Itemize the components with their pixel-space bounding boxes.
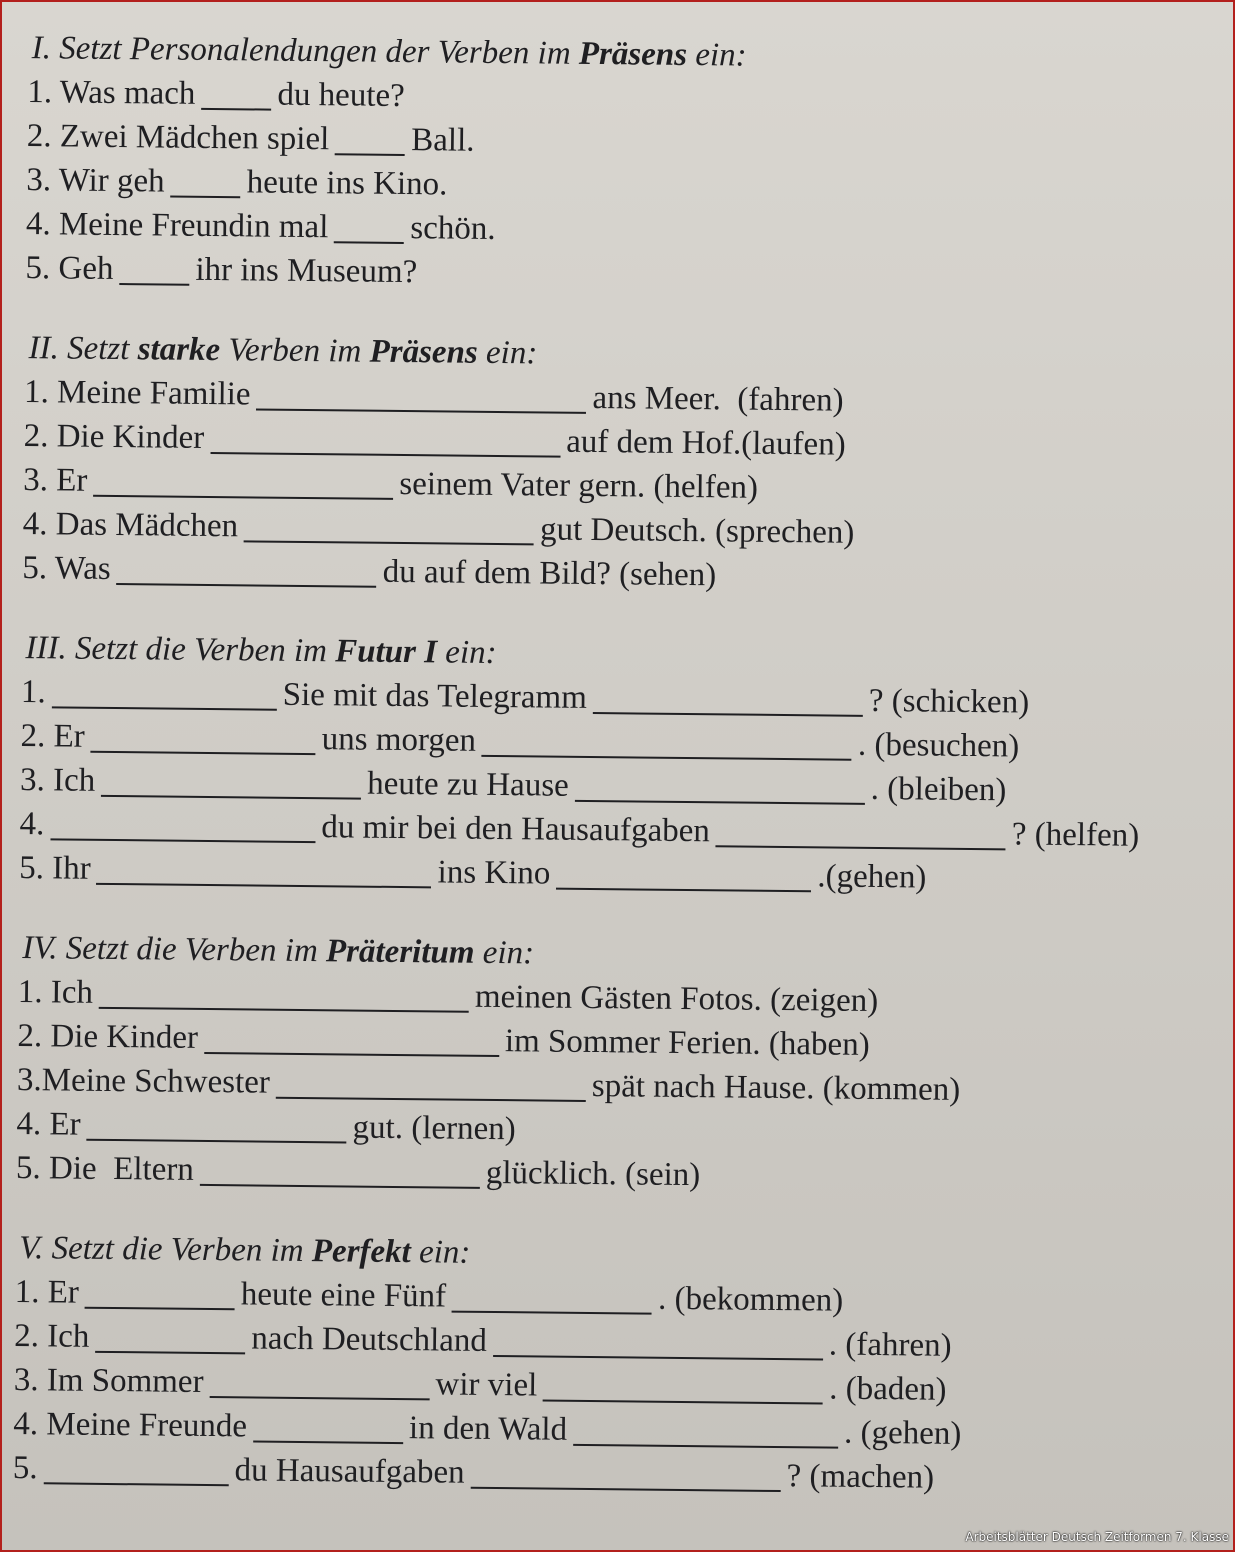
item-text: .(gehen) bbox=[817, 858, 927, 896]
heading-emphasis: Perfekt bbox=[311, 1233, 412, 1271]
answer-blank[interactable] bbox=[52, 676, 277, 710]
item-text: 1. Er bbox=[14, 1273, 80, 1311]
heading-text: ein: bbox=[686, 36, 747, 74]
item-text: Sie mit das Telegramm bbox=[282, 676, 588, 716]
answer-blank[interactable] bbox=[452, 1281, 652, 1315]
heading-text: II. Setzt bbox=[28, 330, 138, 368]
item-text: glücklich. (sein) bbox=[485, 1154, 701, 1194]
item-text: wir viel bbox=[435, 1366, 538, 1404]
item-text: . (besuchen) bbox=[857, 726, 1020, 765]
exercise-section bbox=[19, 26, 1212, 302]
answer-blank[interactable] bbox=[543, 1370, 823, 1405]
item-text: seinem Vater gern. (helfen) bbox=[399, 465, 759, 506]
heading-text: III. Setzt die Verben im bbox=[25, 630, 336, 670]
item-text: ins Kino bbox=[437, 854, 551, 892]
item-text: 5. Ihr bbox=[18, 850, 91, 887]
answer-blank[interactable] bbox=[593, 682, 863, 717]
answer-blank[interactable] bbox=[334, 211, 404, 244]
answer-blank[interactable] bbox=[256, 378, 586, 413]
answer-blank[interactable] bbox=[716, 815, 1006, 850]
item-text: 1. bbox=[20, 674, 46, 711]
item-text: du mir bei den Hausaufgaben bbox=[321, 809, 711, 850]
item-text: gut. (lernen) bbox=[352, 1109, 516, 1148]
answer-blank[interactable] bbox=[575, 770, 865, 805]
item-text: 3. Wir geh bbox=[26, 162, 165, 200]
answer-blank[interactable] bbox=[470, 1457, 780, 1492]
heading-text: ein: bbox=[436, 634, 497, 672]
heading-emphasis: Präsens bbox=[369, 333, 478, 371]
item-text: im Sommer Ferien. (haben) bbox=[504, 1023, 870, 1063]
item-text: 4. bbox=[19, 806, 45, 843]
answer-blank[interactable] bbox=[86, 1109, 346, 1144]
item-text: heute eine Fünf bbox=[240, 1276, 447, 1315]
answer-blank[interactable] bbox=[482, 725, 852, 761]
item-text: 5. bbox=[12, 1449, 38, 1487]
answer-blank[interactable] bbox=[209, 1366, 429, 1400]
item-text: 4. Das Mädchen bbox=[22, 506, 239, 545]
answer-blank[interactable] bbox=[96, 853, 431, 889]
item-text: . (baden) bbox=[829, 1370, 947, 1408]
item-text: Ball. bbox=[411, 122, 475, 159]
item-text: 5. Geh bbox=[25, 250, 114, 287]
item-text: 3. Ich bbox=[19, 762, 96, 799]
item-text: 3. Er bbox=[23, 462, 88, 499]
answer-blank[interactable] bbox=[201, 78, 271, 111]
heading-text: Verben im bbox=[219, 332, 370, 370]
answer-blank[interactable] bbox=[335, 123, 405, 156]
item-text: in den Wald bbox=[408, 1410, 568, 1448]
item-text: 3.Meine Schwester bbox=[16, 1062, 271, 1101]
item-text: ? (helfen) bbox=[1011, 816, 1140, 854]
item-text: 4. Meine Freundin mal bbox=[25, 206, 329, 246]
item-text: 5. Die Eltern bbox=[15, 1150, 195, 1188]
answer-blank[interactable] bbox=[119, 253, 189, 286]
item-text: 1. Ich bbox=[17, 974, 94, 1011]
item-text: . (bleiben) bbox=[870, 770, 1007, 809]
answer-blank[interactable] bbox=[95, 1321, 245, 1355]
item-text: 1. Was mach bbox=[27, 74, 196, 112]
answer-blank[interactable] bbox=[493, 1325, 823, 1360]
answer-blank[interactable] bbox=[85, 1277, 235, 1311]
item-text: du heute? bbox=[277, 76, 405, 115]
answer-blank[interactable] bbox=[253, 1410, 403, 1444]
item-text: meinen Gästen Fotos. (zeigen) bbox=[474, 978, 879, 1020]
heading-text: IV. Setzt die Verben im bbox=[22, 930, 327, 970]
item-text: uns morgen bbox=[321, 721, 477, 759]
answer-blank[interactable] bbox=[244, 510, 534, 545]
worksheet bbox=[6, 26, 1212, 1538]
item-text: 5. Was bbox=[22, 550, 111, 587]
item-text: ans Meer. (fahren) bbox=[592, 379, 844, 419]
exercise-section bbox=[16, 326, 1209, 602]
item-text: . (gehen) bbox=[843, 1414, 962, 1452]
item-text: heute ins Kino. bbox=[246, 164, 448, 203]
heading-text: I. Setzt Personalendungen der Verben im bbox=[31, 30, 580, 72]
item-text: nach Deutschland bbox=[251, 1320, 488, 1359]
item-text: gut Deutsch. (sprechen) bbox=[539, 511, 855, 551]
item-text: auf dem Hof.(laufen) bbox=[566, 423, 846, 463]
exercise-section bbox=[10, 926, 1203, 1202]
answer-blank[interactable] bbox=[99, 977, 469, 1013]
item-text: du auf dem Bild? (sehen) bbox=[382, 553, 717, 594]
item-text: 2. Zwei Mädchen spiel bbox=[26, 118, 330, 158]
item-text: du Hausaufgaben bbox=[234, 1452, 465, 1491]
answer-blank[interactable] bbox=[200, 1154, 480, 1189]
item-text: . (fahren) bbox=[828, 1326, 952, 1364]
watermark: Arbeitsblätter Deutsch Zeitformen 7. Klasse bbox=[965, 1530, 1229, 1544]
item-text: heute zu Hause bbox=[367, 765, 569, 804]
heading-emphasis: starke bbox=[137, 331, 221, 369]
answer-blank[interactable] bbox=[101, 765, 361, 800]
item-text: schön. bbox=[410, 210, 496, 247]
answer-blank[interactable] bbox=[204, 1022, 499, 1057]
answer-blank[interactable] bbox=[93, 465, 393, 500]
answer-blank[interactable] bbox=[50, 808, 315, 843]
heading-emphasis: Präteritum bbox=[325, 933, 475, 971]
heading-emphasis: Präsens bbox=[578, 35, 688, 73]
answer-blank[interactable] bbox=[573, 1414, 838, 1449]
item-text: 4. Er bbox=[16, 1106, 81, 1143]
exercise-section bbox=[7, 1226, 1200, 1502]
answer-blank[interactable] bbox=[210, 422, 560, 458]
heading-text: ein: bbox=[410, 1234, 471, 1271]
heading-text: V. Setzt die Verben im bbox=[19, 1230, 313, 1270]
item-text: . (bekommen) bbox=[657, 1280, 844, 1319]
item-text: 2. Die Kinder bbox=[17, 1018, 199, 1056]
item-text: 2. Die Kinder bbox=[23, 418, 205, 456]
item-text: 2. Er bbox=[20, 718, 85, 755]
answer-blank[interactable] bbox=[171, 166, 241, 199]
item-text: 1. Meine Familie bbox=[23, 374, 251, 413]
heading-emphasis: Futur I bbox=[335, 633, 438, 671]
answer-blank[interactable] bbox=[43, 1452, 228, 1486]
heading-text: ein: bbox=[474, 934, 535, 972]
answer-blank[interactable] bbox=[556, 858, 811, 893]
heading-text: ein: bbox=[477, 334, 538, 372]
answer-blank[interactable] bbox=[117, 553, 377, 588]
item-text: ? (machen) bbox=[786, 1458, 935, 1496]
item-text: spät nach Hause. (kommen) bbox=[591, 1068, 961, 1108]
exercise-section bbox=[13, 626, 1206, 902]
answer-blank[interactable] bbox=[91, 721, 316, 755]
item-text: 3. Im Sommer bbox=[13, 1361, 204, 1400]
item-text: ihr ins Museum? bbox=[195, 251, 418, 291]
item-text: ? (schicken) bbox=[868, 682, 1030, 721]
item-text: 2. Ich bbox=[14, 1317, 90, 1355]
answer-blank[interactable] bbox=[276, 1067, 586, 1102]
item-text: 4. Meine Freunde bbox=[13, 1405, 248, 1445]
